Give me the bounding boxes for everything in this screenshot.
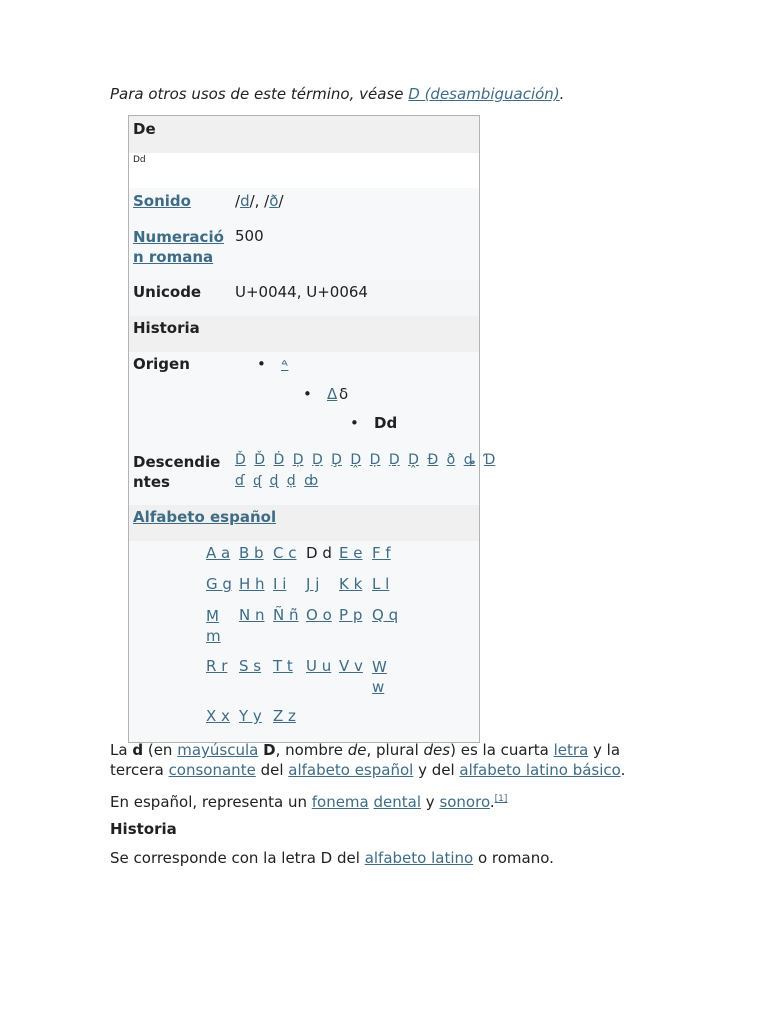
- origin-delta-lower: δ: [339, 385, 349, 403]
- letter-link[interactable]: J j: [306, 575, 320, 593]
- mayuscula-link[interactable]: mayúscula: [177, 741, 259, 759]
- descendant-link[interactable]: Ḓ: [408, 452, 419, 468]
- phoneme-paragraph: En español, representa un fonema dental y sonoro.[1]: [110, 793, 508, 811]
- infobox-title: De: [133, 120, 156, 138]
- descendant-link[interactable]: Ḋ: [273, 452, 285, 468]
- origin-latin: Dd: [374, 414, 398, 432]
- sonido-row: [129, 188, 479, 224]
- numeracion-romana-link[interactable]: Numeració n romana: [133, 228, 224, 266]
- alfabeto-latino-basico-link[interactable]: alfabeto latino básico: [459, 761, 621, 779]
- letter-link[interactable]: N n: [239, 606, 265, 624]
- descendant-link[interactable]: Ḍ: [292, 452, 304, 468]
- consonante-link[interactable]: consonante: [168, 761, 256, 779]
- letter-link[interactable]: O o: [306, 606, 332, 624]
- dental-link[interactable]: dental: [373, 793, 422, 811]
- alfabeto-latino-link[interactable]: alfabeto latino: [364, 849, 474, 867]
- history-paragraph: Se corresponde con la letra D del alfabeto latino o romano.: [110, 849, 554, 867]
- letter-current: D d: [306, 544, 332, 562]
- descendant-link[interactable]: Ḏ: [388, 452, 400, 468]
- descendant-link[interactable]: ɗ: [235, 473, 245, 489]
- infobox-image-row: [129, 153, 479, 188]
- descendant-link[interactable]: Ɗ: [483, 452, 496, 468]
- descendientes-row: [129, 452, 496, 505]
- sonido-link[interactable]: Sonido: [133, 192, 191, 210]
- letter-link[interactable]: Y y: [239, 707, 262, 725]
- letter-link[interactable]: F f: [372, 544, 391, 562]
- descendant-link[interactable]: ð: [446, 452, 456, 468]
- unicode-label: Unicode: [133, 283, 202, 301]
- unicode-value: U+0044, U+0064: [235, 283, 368, 301]
- intro-paragraph: La d (en mayúscula D, nombre de, plural des) es la cuarta letra y la tercera consonante del alfabeto español y del alfabeto latino básico.: [110, 741, 626, 779]
- infobox-title-row: [129, 116, 479, 153]
- descendant-link[interactable]: Ð: [427, 452, 439, 468]
- letter-link[interactable]: S s: [239, 657, 262, 675]
- origin-delta-link[interactable]: Δ: [327, 385, 338, 403]
- phoneme-eth-link[interactable]: ð: [269, 192, 279, 210]
- hatnote: Para otros usos de este término, véase D (desambiguación).: [110, 85, 565, 103]
- descendant-link[interactable]: ᶑ: [253, 473, 261, 489]
- descendientes-line-1: [235, 452, 495, 468]
- descendant-link[interactable]: Ď: [254, 452, 266, 468]
- historia-header-row: [129, 316, 479, 352]
- bullet: •: [350, 414, 359, 432]
- fonema-link[interactable]: fonema: [311, 793, 369, 811]
- letter-link[interactable]: W w: [372, 658, 387, 696]
- sonoro-link[interactable]: sonoro: [439, 793, 490, 811]
- alphabet-grid: [129, 541, 479, 741]
- sonido-value: /d/, /ð/: [235, 192, 284, 210]
- letter-link[interactable]: Q q: [372, 606, 399, 624]
- descendant-link[interactable]: ȸ: [304, 473, 319, 489]
- letter-link[interactable]: Ñ ñ: [273, 606, 299, 624]
- letter-link[interactable]: K k: [339, 575, 363, 593]
- origen-row: [129, 352, 479, 452]
- letter-link[interactable]: I i: [273, 575, 287, 593]
- letter-link[interactable]: R r: [206, 657, 228, 675]
- descendant-link[interactable]: Ḓ: [350, 452, 362, 468]
- descendant-link[interactable]: Ḑ: [331, 452, 342, 468]
- alfabeto-espanol-link[interactable]: Alfabeto español: [133, 508, 277, 526]
- descendant-link[interactable]: Ď: [235, 452, 246, 468]
- reference-link[interactable]: [1]: [494, 794, 508, 804]
- bullet: •: [303, 385, 312, 403]
- descendant-link[interactable]: ȡ: [463, 452, 476, 468]
- letter-link[interactable]: A a: [206, 544, 231, 562]
- disambiguation-link[interactable]: D (desambiguación): [408, 85, 560, 103]
- historia-header: Historia: [133, 319, 200, 337]
- letter-link[interactable]: T t: [273, 657, 293, 675]
- bullet: •: [257, 355, 266, 373]
- origen-label: Origen: [133, 355, 190, 373]
- letter-link[interactable]: U u: [306, 657, 332, 675]
- letter-link[interactable]: H h: [239, 575, 265, 593]
- historia-heading: Historia: [110, 820, 177, 838]
- unicode-row: [129, 280, 479, 316]
- descendientes-line-2: [235, 472, 318, 489]
- letter-link[interactable]: C c: [273, 544, 297, 562]
- letter-link[interactable]: G g: [206, 575, 232, 593]
- numeracion-value: 500: [235, 227, 264, 245]
- alfabeto-header-row: [129, 505, 479, 541]
- letter-link[interactable]: Z z: [273, 707, 296, 725]
- letter-link[interactable]: M m: [206, 607, 221, 645]
- infobox: [128, 115, 496, 743]
- letter-link[interactable]: P p: [339, 606, 363, 624]
- letter-link[interactable]: B b: [239, 544, 264, 562]
- infobox-image-caption: Dd: [133, 155, 146, 165]
- letter-link[interactable]: V v: [339, 657, 363, 675]
- letra-link[interactable]: letra: [553, 741, 589, 759]
- descendant-link[interactable]: ɖ: [269, 473, 279, 489]
- descendientes-label: Descendie ntes: [133, 453, 221, 491]
- letter-link[interactable]: X x: [206, 707, 230, 725]
- descendant-link[interactable]: ḍ: [286, 473, 296, 489]
- alfabeto-espanol-body-link[interactable]: alfabeto español: [288, 761, 414, 779]
- phoneme-d-link[interactable]: d: [240, 192, 250, 210]
- letter-link[interactable]: E e: [339, 544, 363, 562]
- origin-phoenician-link[interactable]: 𐤃: [281, 355, 289, 373]
- letter-link[interactable]: L l: [372, 575, 390, 593]
- descendant-link[interactable]: Ḏ: [311, 452, 323, 468]
- descendant-link[interactable]: Ḍ: [369, 452, 381, 468]
- numeracion-row: [129, 224, 479, 280]
